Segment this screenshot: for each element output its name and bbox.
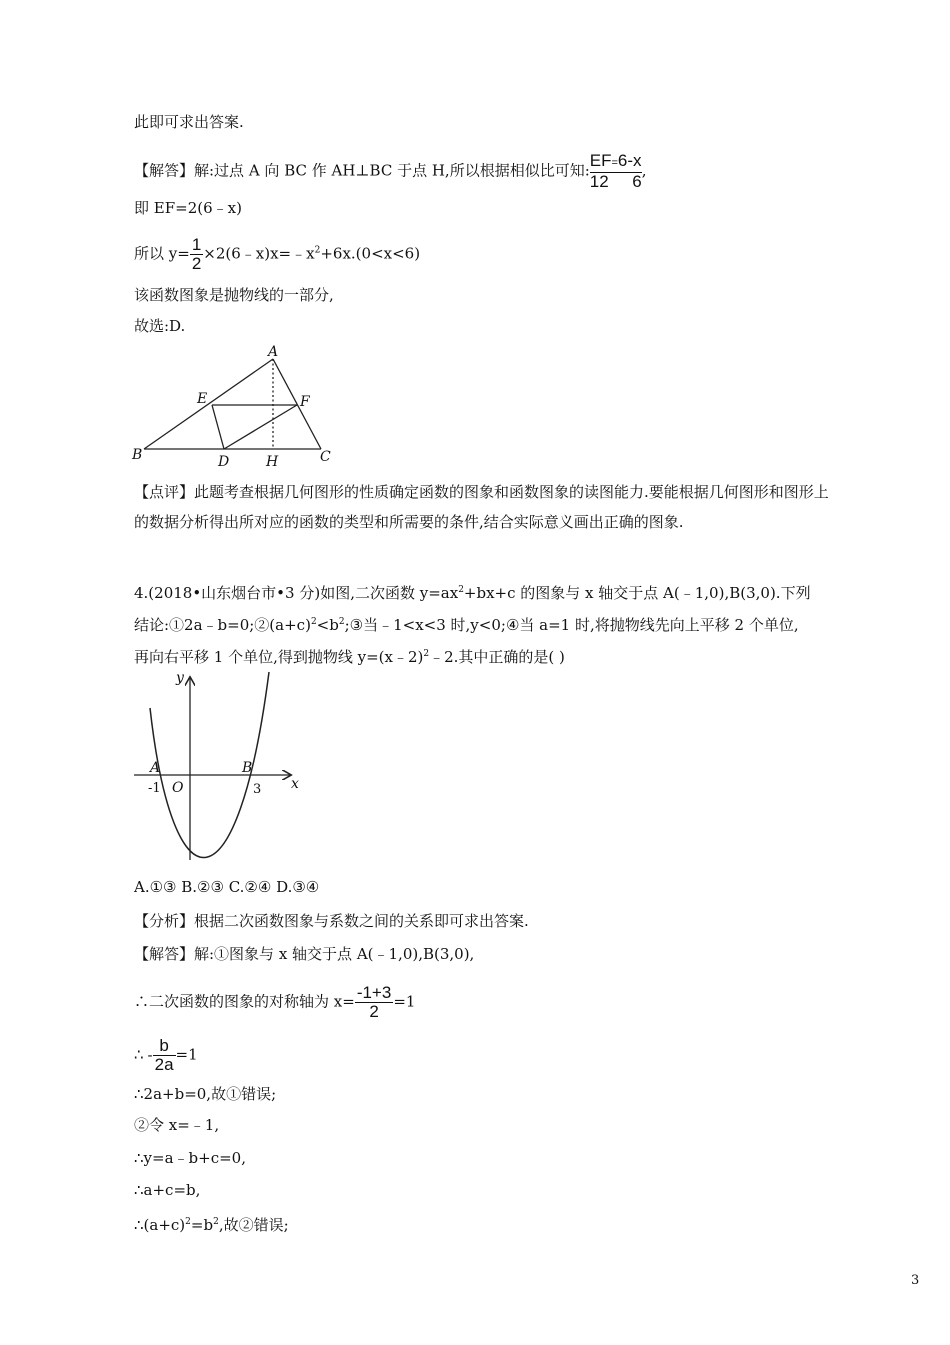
formula-line [134,984,415,1021]
fraction-denominator: 6 [632,172,642,191]
segment-df [224,405,297,449]
fraction-denominator: 12 [589,172,609,191]
label-origin: O [172,780,184,796]
question-line [134,612,799,635]
label-h: H [266,454,279,470]
text-run: 【解答】解:过点 A 向 BC 作 AH⊥BC 于点 H,所以根据相似比可知: [134,161,590,180]
minus-sign: - [147,1045,153,1064]
label-b: B [132,447,143,463]
text-line: ∴a+c=b, [134,1181,201,1199]
solution-line [134,152,647,191]
text-run: ﹣2.其中正确的是( ) [429,648,565,666]
question-line [134,580,811,603]
text-run: =1 [393,992,416,1011]
label-point-a: A [150,760,161,776]
text-run: =b [190,1216,214,1234]
text-run: 4.(2018•山东烟台市•3 分)如图,二次函数 y=ax [134,584,459,602]
fraction-numerator: 1 [191,235,202,254]
text-run: +bx+c 的图象与 x 轴交于点 A(﹣1,0),B(3,0).下列 [463,584,811,602]
tick-label-minus-1: -1 [148,781,161,796]
text-run: ,故②错误; [218,1216,289,1234]
fraction-numerator: -1+3 [356,983,392,1002]
label-c: C [320,449,331,465]
proportion-fraction [590,152,642,191]
analysis-line: 【分析】根据二次函数图象与系数之间的关系即可求出答案. [134,912,529,930]
text-run: ;③当﹣1<x<3 时,y<0;④当 a=1 时,将抛物线先向上平移 2 个单位, [344,616,799,634]
text-run: +6x.(0<x<6) [320,244,421,263]
formula-line [134,1212,289,1235]
fraction-numerator: 6-x [617,151,642,170]
superscript: 2 [213,1217,219,1227]
text-line: ②令 x=﹣1, [134,1116,220,1134]
fraction [153,1037,176,1074]
comment-line: 的数据分析得出所对应的函数的类型和所需要的条件,结合实际意义画出正确的图象. [134,513,684,531]
label-f: F [300,394,310,410]
label-y: y [176,670,184,686]
page-number: 3 [911,1273,920,1288]
solution-line: 【解答】解:①图象与 x 轴交于点 A(﹣1,0),B(3,0), [134,945,475,963]
superscript: 2 [185,1217,191,1227]
text-line: ∴2a+b=0,故①错误; [134,1085,277,1103]
label-point-b: B [242,760,253,776]
text-run: 再向右平移 1 个单位,得到抛物线 y=(x﹣2) [134,648,424,666]
label-a: A [268,344,279,360]
text-line: 此即可求出答案. [134,113,244,131]
answer-options: A.①③ B.②③ C.②④ D.③④ [134,878,320,896]
text-run: ∴二次函数的图象的对称轴为 x= [134,992,355,1011]
text-line: 该函数图象是抛物线的一部分, [134,286,334,304]
fraction-numerator: EF [589,151,612,170]
text-run: ∴ [134,1045,144,1064]
formula-line [134,236,420,273]
parabola-figure [128,668,308,868]
text-line: 故选:D. [134,317,186,335]
segment-ed [212,405,224,449]
label-e: E [197,391,208,407]
equals-sign: = [611,157,618,169]
superscript: 2 [423,649,430,659]
formula-line [134,1037,198,1074]
fraction [190,236,203,273]
label-x: x [291,776,299,792]
tick-label-3: 3 [253,782,262,797]
fraction-denominator: 2 [191,254,202,273]
text-line: 即 EF=2(6﹣x) [134,199,242,217]
text-line: ∴y=a﹣b+c=0, [134,1149,246,1167]
fraction-denominator: 2a [154,1055,174,1074]
fraction [355,984,394,1021]
label-d: D [218,454,230,470]
comment-line: 【点评】此题考查根据几何图形的性质确定函数的图象和函数图象的读图能力.要能根据几何图形和图形上 [134,483,829,501]
segment-ab [144,359,273,449]
question-line [134,644,565,667]
text-run: <b [316,616,339,634]
text-run: ∴(a+c) [134,1216,186,1234]
triangle-figure [128,342,348,470]
superscript: 2 [314,245,321,256]
fraction-denominator: 2 [369,1002,379,1021]
text-run: , [641,161,647,180]
text-run: 所以 y= [134,244,190,263]
superscript: 2 [338,617,345,627]
fraction-numerator: b [153,1037,176,1056]
superscript: 2 [458,585,464,595]
segment-ac [273,359,321,449]
text-run: =1 [175,1045,198,1064]
text-run: 结论:①2a﹣b=0;②(a+c) [134,616,311,634]
superscript: 2 [310,617,317,627]
text-run: ×2(6﹣x)x=﹣x [203,244,315,263]
